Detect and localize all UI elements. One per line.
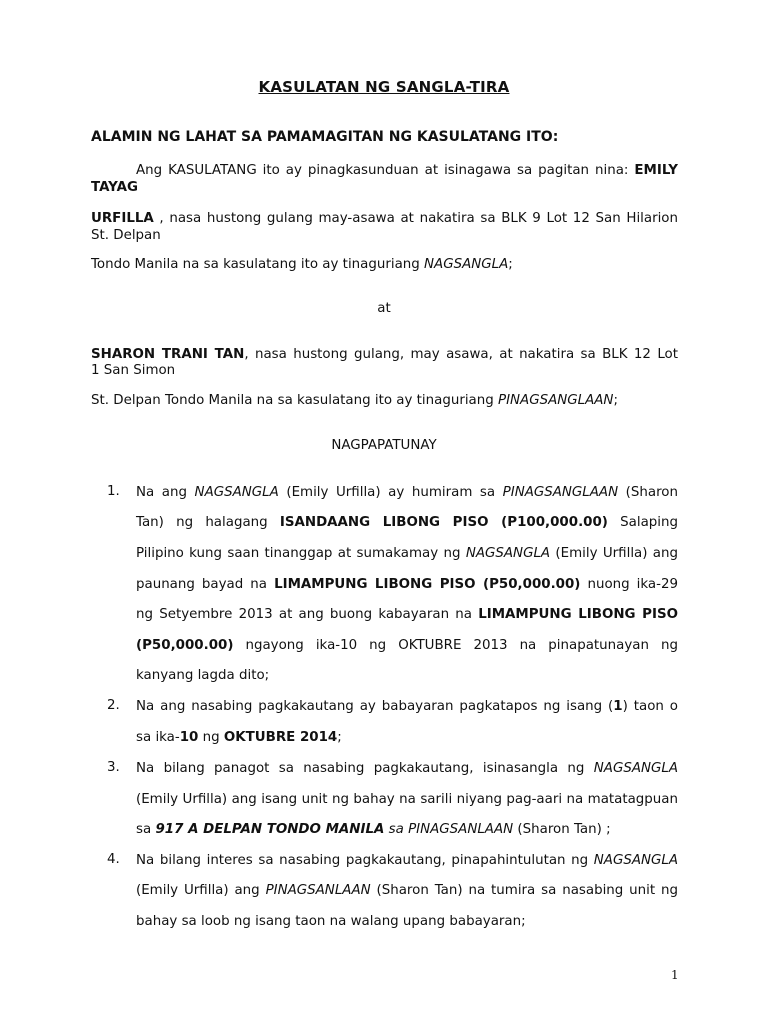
item1-line3: Pilipino kung saan tinanggap at sumakamay ng NAGSANGLA (Emily Urfilla) ang xyxy=(136,546,678,561)
party1-role: NAGSANGLA xyxy=(424,257,509,272)
party2-line1: SHARON TRANI TAN, nasa hustong gulang, may asawa, at nakatira sa BLK 12 Lot xyxy=(91,347,678,362)
item1-line4: paunang bayad na LIMAMPUNG LIBONG PISO (P50,000.00) nuong ika-29 xyxy=(136,577,678,592)
item4-line3: bahay sa loob ng isang taon na walang upang babayaran; xyxy=(136,914,526,929)
item4-line1: Na bilang interes sa nasabing pagkakautang, pinapahintulutan ng NAGSANGLA xyxy=(136,853,678,868)
party1-line2: St. Delpan xyxy=(91,228,161,243)
intro-text: Ang KASULATANG ito ay pinagkasunduan at isinagawa sa pagitan nina: xyxy=(136,163,629,178)
item1-line6: (P50,000.00) ngayong ika-10 ng OKTUBRE 2013 na pinapatunayan ng xyxy=(136,638,678,653)
item4-line2: (Emily Urfilla) ang PINAGSANLAAN (Sharon Tan) na tumira sa nasabing unit ng xyxy=(136,883,678,898)
party1-surname: URFILLA xyxy=(91,211,154,226)
party2-line2: 1 San Simon xyxy=(91,363,176,378)
page-number: 1 xyxy=(671,968,679,982)
item3-line3: sa 917 A DELPAN TONDO MANILA sa PINAGSANLAAN (Sharon Tan) ; xyxy=(136,822,611,837)
list-item-number: 1. xyxy=(107,484,120,499)
list-item-number: 3. xyxy=(107,760,120,775)
intro-line xyxy=(91,162,678,179)
item1-line7: kanyang lagda dito; xyxy=(136,668,270,683)
item2-line1: Na ang nasabing pagkakautang ay babayaran pagkatapos ng isang (1) taon o xyxy=(136,699,678,714)
party1-line3: Tondo Manila na sa kasulatang ito ay tinaguriang NAGSANGLA; xyxy=(91,257,513,272)
party2-role: PINAGSANGLAAN xyxy=(498,393,614,408)
document-title: KASULATAN NG SANGLA-TIRA xyxy=(258,78,510,96)
item3-line2: (Emily Urfilla) ang isang unit ng bahay na sarili niyang pag-aari na matatagpuan xyxy=(136,792,678,807)
list-item-number: 2. xyxy=(107,698,120,713)
list-item-number: 4. xyxy=(107,852,120,867)
party1-first-name: EMILY xyxy=(634,163,679,178)
conjunction-at: at xyxy=(377,301,391,316)
party2-line3: St. Delpan Tondo Manila na sa kasulatang ito ay tinaguriang PINAGSANGLAAN; xyxy=(91,393,618,408)
item2-line2: sa ika-10 ng OKTUBRE 2014; xyxy=(136,730,342,745)
party1-line1: URFILLA , nasa hustong gulang may-asawa at nakatira sa BLK 9 Lot 12 San Hilarion xyxy=(91,211,678,226)
item1-line5: ng Setyembre 2013 at ang buong kabayaran na LIMAMPUNG LIBONG PISO xyxy=(136,607,678,622)
party2-name: SHARON TRANI TAN xyxy=(91,347,245,362)
document-heading: ALAMIN NG LAHAT SA PAMAMAGITAN NG KASULATANG ITO: xyxy=(91,129,559,145)
section-heading: NAGPAPATUNAY xyxy=(331,438,437,453)
item3-line1: Na bilang panagot sa nasabing pagkakautang, isinasangla ng NAGSANGLA xyxy=(136,761,678,776)
item1-line1: Na ang NAGSANGLA (Emily Urfilla) ay humiram sa PINAGSANGLAAN (Sharon xyxy=(136,485,678,500)
party1-middle-name: TAYAG xyxy=(91,180,138,195)
item1-line2: Tan) ng halagang ISANDAANG LIBONG PISO (P100,000.00) Salaping xyxy=(136,515,678,530)
